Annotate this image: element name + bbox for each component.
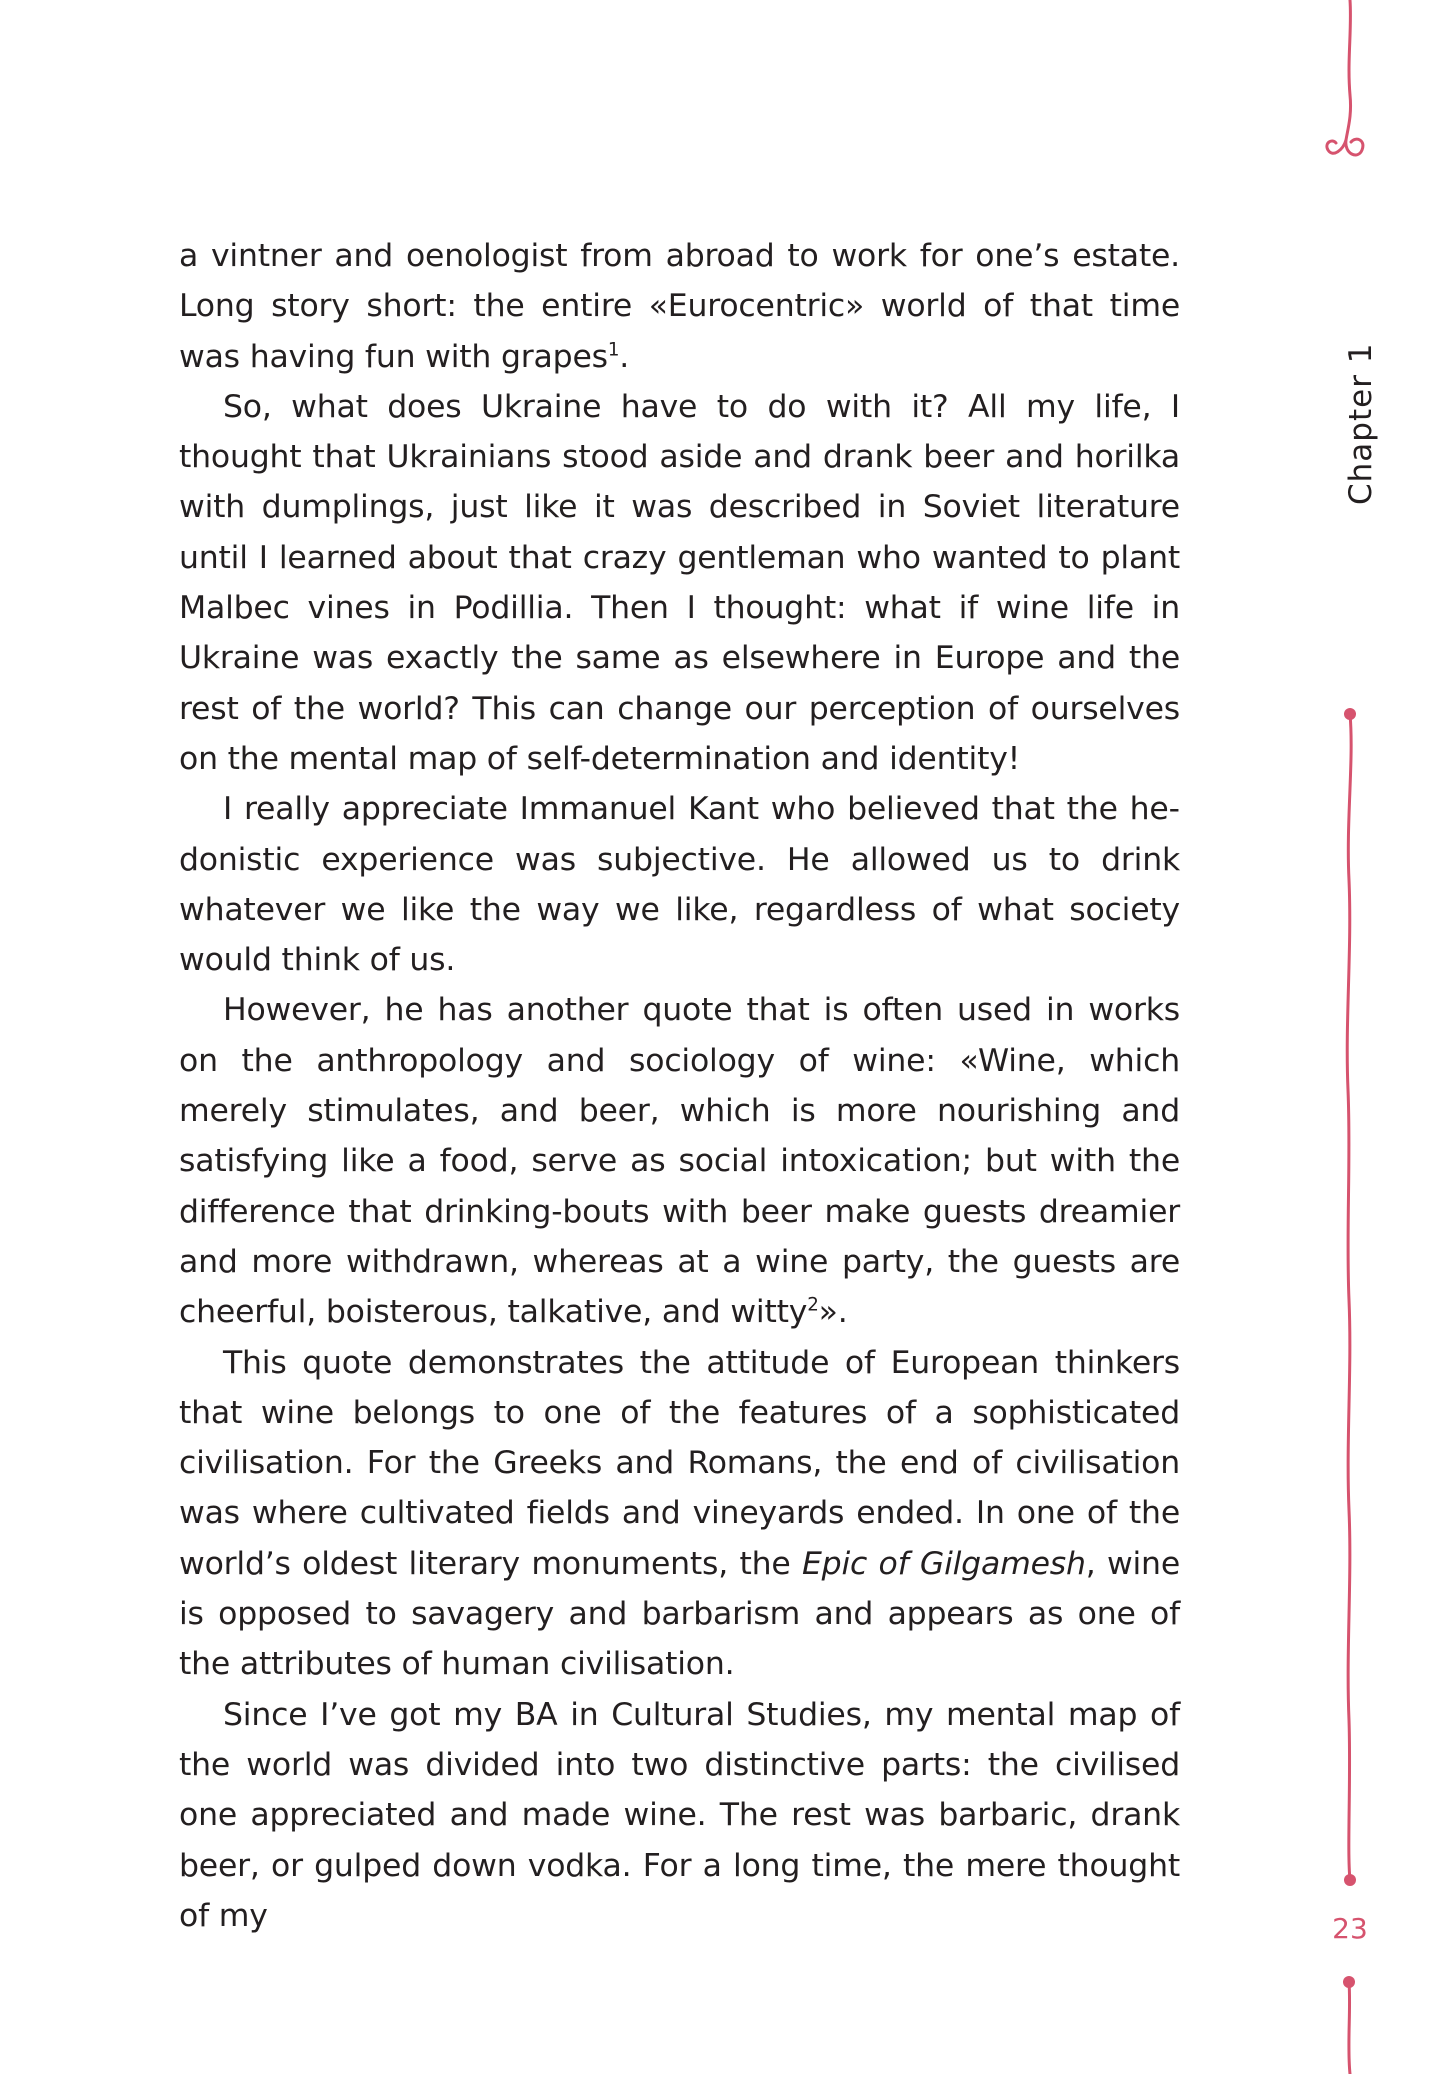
body-text [179,231,1180,1941]
paragraph-1-text: a vintner and oenologist from abroad to work for one’s estate. Long story short: the entire «Eurocentric» world of that time was having fun with grapes [179,238,1180,375]
paragraph-3: I really appreciate Immanuel Kant who believed that the hedonistic experience was subjective. He allowed us to drink whatever we like the way we like, regardless of what society would think of us. [179,791,1180,979]
paragraph-5 [179,1338,1180,1690]
paragraph-5-end: , wine is opposed to savagery and barbarism and appears as one of the attributes of human civilisation. [179,1545,1180,1683]
paragraph-1-end: . [619,338,630,375]
paragraph-4-end: ». [818,1294,848,1331]
paragraph-4 [179,985,1180,1337]
paragraph-5-text: This quote demonstrates the attitude of European thinkers that wine belongs to one of the features of a sophisticated civilisation. For the Greeks and Romans, the end of civilisation was where cultivated fields and vineyards ended. In one of the world’s oldest literary monuments, the [179,1344,1180,1582]
paragraph-2: So, what does Ukraine have to do with it? All my life, I thought that Ukrainians stood aside and drank beer and horilka with dumplings, just like it was described in Soviet literature until I learned about that crazy gentleman who wanted to plant Malbec vines in Podillia. Then I thought: what if wine life in Ukraine was exactly the same as elsewhere in Europe and the rest of the world? This can change our perception of ourselves on the mental map of self-determination and identity! [179,388,1180,777]
footnote-marker-2[interactable]: 2 [807,1294,819,1316]
paragraph-1 [179,231,1180,382]
chapter-label: Chapter 1 [1343,342,1379,505]
paragraph-4-text: However, he has another quote that is often used in works on the anthropology and sociology of wine: «Wine, which merely stimulates, and beer, which is more nourishing and satisfying like a food, serve as social intoxication; but with the difference that drinking-bouts with beer make guests dreamier and more withdrawn, whereas at a wine party, the guests are cheerful, boisterous, talkative, and witty [179,992,1180,1331]
book-title-italic: Epic of Gilgamesh [801,1545,1086,1582]
footnote-marker-1[interactable]: 1 [607,339,620,361]
paragraph-6: Since I’ve got my BA in Cultural Studies, my mental map of the world was divided into two distinctive parts: the civilised one appreciated and made wine. The rest was barbaric, drank beer, or gulped down vodka. For a long time, the mere thought of my [179,1696,1180,1934]
page-number: 23 [1332,1912,1368,1945]
